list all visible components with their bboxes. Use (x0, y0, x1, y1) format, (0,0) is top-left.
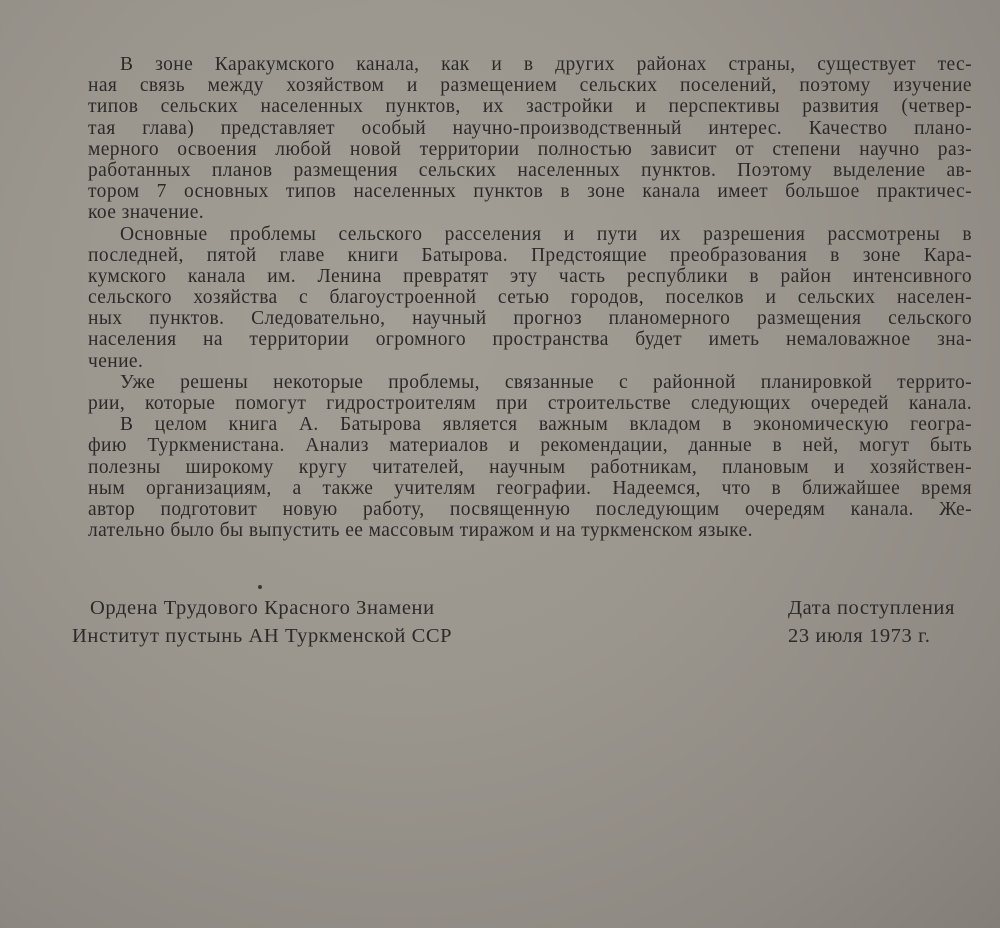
institution-block (72, 594, 452, 650)
text-line: кое значение. (88, 202, 205, 224)
text-line: лательно было бы выпустить ее массовым тиражом и на туркменском языке. (88, 520, 753, 542)
text-line: рии, которые помогут гидростроителям при строительстве следующих очередей канала. (88, 393, 972, 414)
text-line: мерного освоения любой новой территории полностью зависит от степени научно раз- (88, 138, 972, 160)
institution-line-1: Ордена Трудового Красного Знамени (90, 597, 435, 619)
text-line: сельского хозяйства с благоустроенной сетью городов, поселков и сельских населен- (88, 287, 972, 309)
text-line: В зоне Каракумского канала, как и в других районах страны, существует тес- (120, 54, 972, 75)
text-line: работанных планов размещения сельских населенных пунктов. Поэтому выделение ав- (88, 159, 972, 181)
review-body (88, 54, 972, 541)
text-line: ным организациям, а также учителям географии. Надеемся, что в ближайшее время (88, 477, 972, 499)
text-line: последней, пятой главе книги Батырова. Предстоящие преобразования в зоне Кара- (88, 244, 972, 266)
text-line: населения на территории огромного пространства будет иметь немаловажное зна- (88, 329, 972, 351)
text-line: Основные проблемы сельского расселения и пути их разрешения рассмотрены в (120, 223, 972, 245)
text-line: тая глава) представляет особый научно-производственный интерес. Качество плано- (88, 117, 972, 139)
text-line: полезны широкому кругу читателей, научным работникам, плановым и хозяйствен- (88, 456, 972, 478)
text-line: автор подготовит новую работу, посвященную последующим очередям канала. Же- (88, 498, 972, 520)
text-line: кумского канала им. Ленина превратят эту часть республики в район интенсивного (88, 265, 972, 287)
text-line: ных пунктов. Следовательно, научный прогноз планомерного размещения сельского (88, 308, 972, 330)
text-line: В целом книга А. Батырова является важным вкладом в экономическую геогра- (120, 414, 972, 436)
text-line: тором 7 основных типов населенных пунктов в зоне канала имеет большое практичес- (88, 181, 972, 203)
text-line: ная связь между хозяйством и размещением сельских поселений, поэтому изучение (88, 75, 972, 97)
received-label: Дата поступления (788, 597, 956, 619)
received-date: 23 июля 1973 г. (788, 625, 931, 647)
institution-line-2: Институт пустынь АН Туркменской ССР (72, 625, 453, 647)
text-line: типов сельских населенных пунктов, их застройки и перспективы развития (четвер- (88, 96, 972, 118)
text-line: фию Туркменистана. Анализ материалов и рекомендации, данные в ней, могут быть (88, 435, 972, 457)
received-block (788, 594, 955, 650)
text-line: Уже решены некоторые проблемы, связанные с районной планировкой террито- (120, 371, 972, 393)
ink-dot (258, 585, 262, 589)
text-line: чение. (88, 350, 144, 372)
